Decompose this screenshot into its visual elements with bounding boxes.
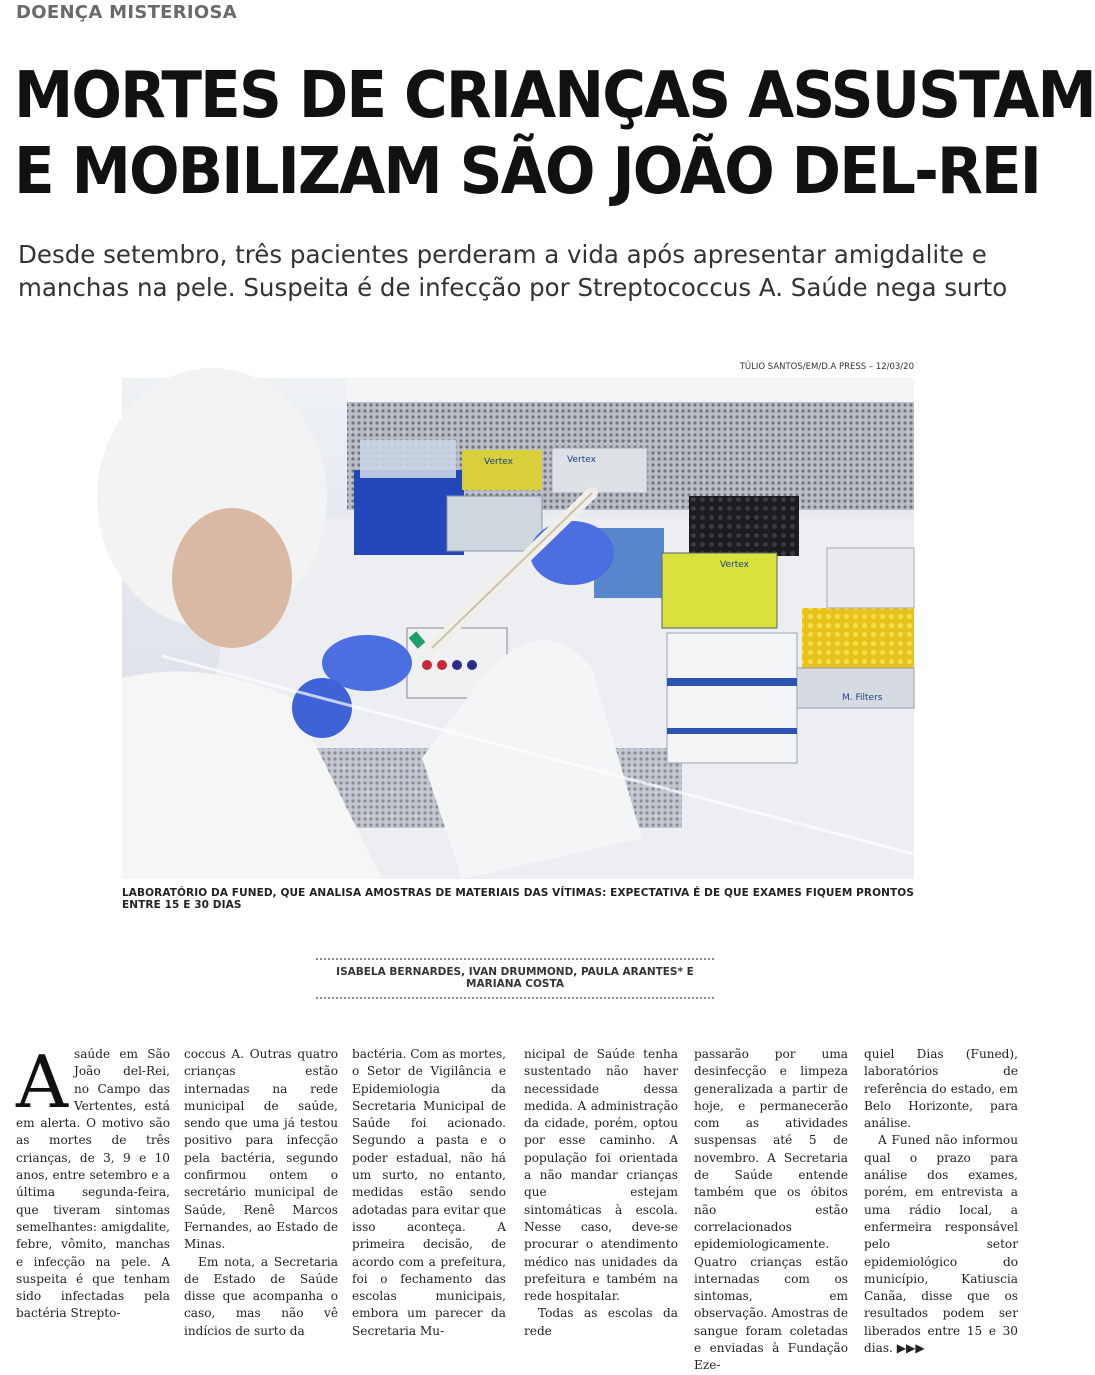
- lab-photo-illustration: [122, 378, 914, 879]
- body-paragraph: Todas as escolas da rede: [524, 1306, 678, 1338]
- headline: [14, 58, 1095, 210]
- byline: ISABELA BERNARDES, IVAN DRUMMOND, PAULA ARANTES* E MARIANA COSTA: [336, 966, 694, 990]
- photo-credit: TÚLIO SANTOS/EM/D.A PRESS – 12/03/20: [739, 362, 914, 372]
- headline-line-1: MORTES DE CRIANÇAS ASSUSTAM: [14, 59, 1095, 133]
- body-paragraph: nicipal de Saúde tenha sustentado não haver necessidade dessa medida. A administração da cidade, porém, optou por esse caminho. A população foi orientada a não mandar crianças que estejam sintomáticas à escola. Nesse caso, deve-se procurar o atendimento médico nas unidades da prefeitura e também na rede hospitalar.: [524, 1047, 678, 1304]
- body-column-6: [864, 1046, 1018, 1356]
- box-label: Vertex: [484, 457, 513, 467]
- body-paragraph: passarão por uma desinfecção e limpeza generalizada a partir de hoje, e permanecerão com as atividades suspensas até 5 de novembro. A Secretaria de Saúde entende também que os óbitos não estão correlacionados epidemiologicamente. Quatro crianças estão internadas com os sintomas, em observação. Amostras de sangue foram coletadas e enviadas à Fundação Eze-: [694, 1047, 848, 1373]
- body-paragraph: saúde em São João del-Rei, no Campo das Vertentes, está em alerta. O motivo são as mortes de três crianças, de 3, 9 e 10 anos, entre setembro e a última segunda-feira, que tiveram sintomas semelhantes: amigdalite, febre, vômito, manchas e infecção na pele. A suspeita é que tenham sido infectadas pela bactéria Strepto-: [16, 1047, 170, 1321]
- body-column-4: [524, 1046, 678, 1338]
- box-label: M. Filters: [842, 693, 883, 703]
- byline-block: [312, 958, 718, 999]
- headline-line-2: E MOBILIZAM SÃO JOÃO DEL-REI: [14, 135, 1040, 209]
- body-column-2: [184, 1046, 338, 1338]
- body-paragraph: A Funed não informou qual o prazo para análise dos exames, porém, em entrevista a uma rádio local, a enfermeira responsável pelo setor epidemiológico do município, Katiuscia Canãa, disse que os resultados podem ser liberados entre 15 e 30 dias. ▶▶▶: [864, 1133, 1018, 1356]
- lab-photo: [122, 378, 914, 879]
- deck-subheadline: Desde setembro, três pacientes perderam a vida após apresentar amigdalite e manchas na pele. Suspeita é de infecção por Streptococcus A. Saúde nega surto: [18, 240, 1008, 302]
- body-paragraph: coccus A. Outras quatro crianças estão internadas na rede municipal de saúde, sendo que uma já testou positivo para infecção pela bactéria, segundo confirmou ontem o secretário municipal de Saúde, Renê Marcos Fernandes, ao Estado de Minas.: [184, 1047, 338, 1252]
- body-column-3: [352, 1046, 506, 1338]
- body-column-1: [16, 1040, 170, 1321]
- drop-cap: A: [16, 1040, 68, 1124]
- body-paragraph: Em nota, a Secretaria de Estado de Saúde disse que acompanha o caso, mas não vê indícios de surto da: [184, 1254, 338, 1338]
- box-label: Vertex: [720, 560, 749, 570]
- box-label: Vertex: [567, 455, 596, 465]
- photo-caption: LABORATÓRIO DA FUNED, QUE ANALISA AMOSTRAS DE MATERIAIS DAS VÍTIMAS: EXPECTATIVA É DE QUE EXAMES FIQUEM PRONTOS ENTRE 15 E 30 DIAS: [122, 887, 914, 911]
- body-column-5: [694, 1046, 848, 1373]
- body-paragraph: bactéria. Com as mortes, o Setor de Vigilância e Epidemiologia da Secretaria Municipal de Saúde foi acionado. Segundo a pasta e o poder estadual, não há um surto, no entanto, medidas estão sendo adotadas para evitar que isso aconteça. A primeira decisão, de acordo com a prefeitura, foi o fechamento das escolas municipais, embora um parecer da Secretaria Mu-: [352, 1047, 506, 1338]
- body-paragraph: quiel Dias (Funed), laboratórios de referência do estado, em Belo Horizonte, para análise.: [864, 1047, 1018, 1131]
- byline-rule-bottom: [316, 997, 714, 999]
- section-kicker: DOENÇA MISTERIOSA: [16, 2, 238, 23]
